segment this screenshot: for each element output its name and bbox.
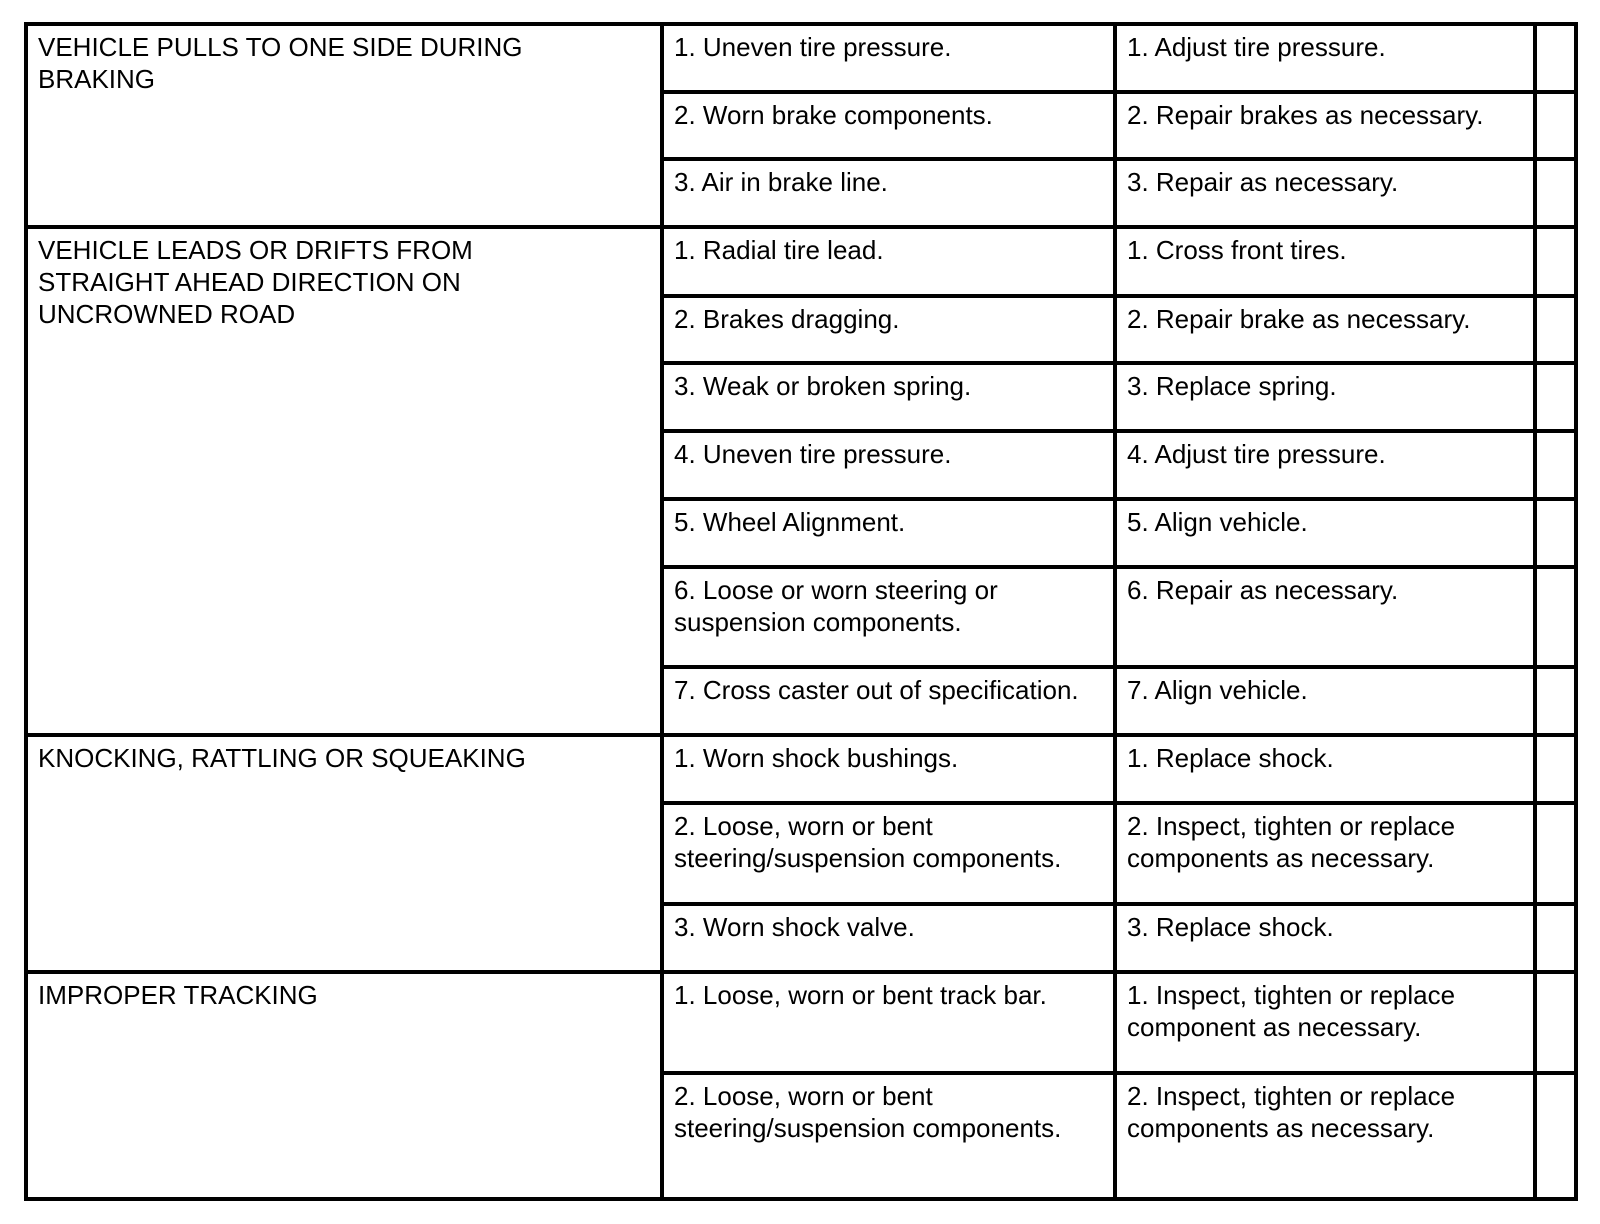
blank-cell (1537, 974, 1574, 1075)
blank-cell (1537, 433, 1574, 501)
blank-cell (1537, 365, 1574, 433)
cause-cell: 2. Brakes dragging. (664, 298, 1117, 365)
correction-cell: 2. Inspect, tighten or replace components as necessary. (1117, 805, 1537, 906)
correction-cell: 3. Repair as necessary. (1117, 161, 1537, 229)
correction-cell: 2. Inspect, tighten or replace components as necessary. (1117, 1075, 1537, 1197)
cause-cell: 2. Worn brake components. (664, 94, 1117, 161)
condition-cell: IMPROPER TRACKING (28, 974, 664, 1197)
correction-cell: 7. Align vehicle. (1117, 669, 1537, 737)
cause-cell: 3. Weak or broken spring. (664, 365, 1117, 433)
correction-cell: 1. Replace shock. (1117, 737, 1537, 805)
blank-cell (1537, 669, 1574, 737)
cause-cell: 2. Loose, worn or bent steering/suspension components. (664, 805, 1117, 906)
blank-cell (1537, 569, 1574, 669)
blank-cell (1537, 26, 1574, 94)
cause-cell: 1. Uneven tire pressure. (664, 26, 1117, 94)
blank-cell (1537, 906, 1574, 974)
blank-cell (1537, 737, 1574, 805)
correction-cell: 4. Adjust tire pressure. (1117, 433, 1537, 501)
correction-cell: 6. Repair as necessary. (1117, 569, 1537, 669)
cause-cell: 6. Loose or worn steering or suspension components. (664, 569, 1117, 669)
cause-cell: 3. Air in brake line. (664, 161, 1117, 229)
blank-cell (1537, 161, 1574, 229)
cause-cell: 5. Wheel Alignment. (664, 501, 1117, 569)
cause-cell: 4. Uneven tire pressure. (664, 433, 1117, 501)
correction-cell: 3. Replace shock. (1117, 906, 1537, 974)
condition-cell: VEHICLE LEADS OR DRIFTS FROM STRAIGHT AHEAD DIRECTION ON UNCROWNED ROAD (28, 229, 664, 737)
cause-cell: 7. Cross caster out of specification. (664, 669, 1117, 737)
cause-cell: 1. Loose, worn or bent track bar. (664, 974, 1117, 1075)
cause-cell: 1. Radial tire lead. (664, 229, 1117, 298)
correction-cell: 1. Adjust tire pressure. (1117, 26, 1537, 94)
blank-cell (1537, 229, 1574, 298)
condition-cell: VEHICLE PULLS TO ONE SIDE DURING BRAKING (28, 26, 664, 229)
blank-cell (1537, 501, 1574, 569)
correction-cell: 1. Cross front tires. (1117, 229, 1537, 298)
blank-cell (1537, 805, 1574, 906)
correction-cell: 2. Repair brake as necessary. (1117, 298, 1537, 365)
blank-cell (1537, 94, 1574, 161)
blank-cell (1537, 298, 1574, 365)
correction-cell: 2. Repair brakes as necessary. (1117, 94, 1537, 161)
correction-cell: 3. Replace spring. (1117, 365, 1537, 433)
blank-cell (1537, 1075, 1574, 1197)
cause-cell: 2. Loose, worn or bent steering/suspension components. (664, 1075, 1117, 1197)
correction-cell: 5. Align vehicle. (1117, 501, 1537, 569)
diagnosis-table (24, 22, 1578, 1201)
condition-cell: KNOCKING, RATTLING OR SQUEAKING (28, 737, 664, 974)
cause-cell: 3. Worn shock valve. (664, 906, 1117, 974)
cause-cell: 1. Worn shock bushings. (664, 737, 1117, 805)
correction-cell: 1. Inspect, tighten or replace component as necessary. (1117, 974, 1537, 1075)
